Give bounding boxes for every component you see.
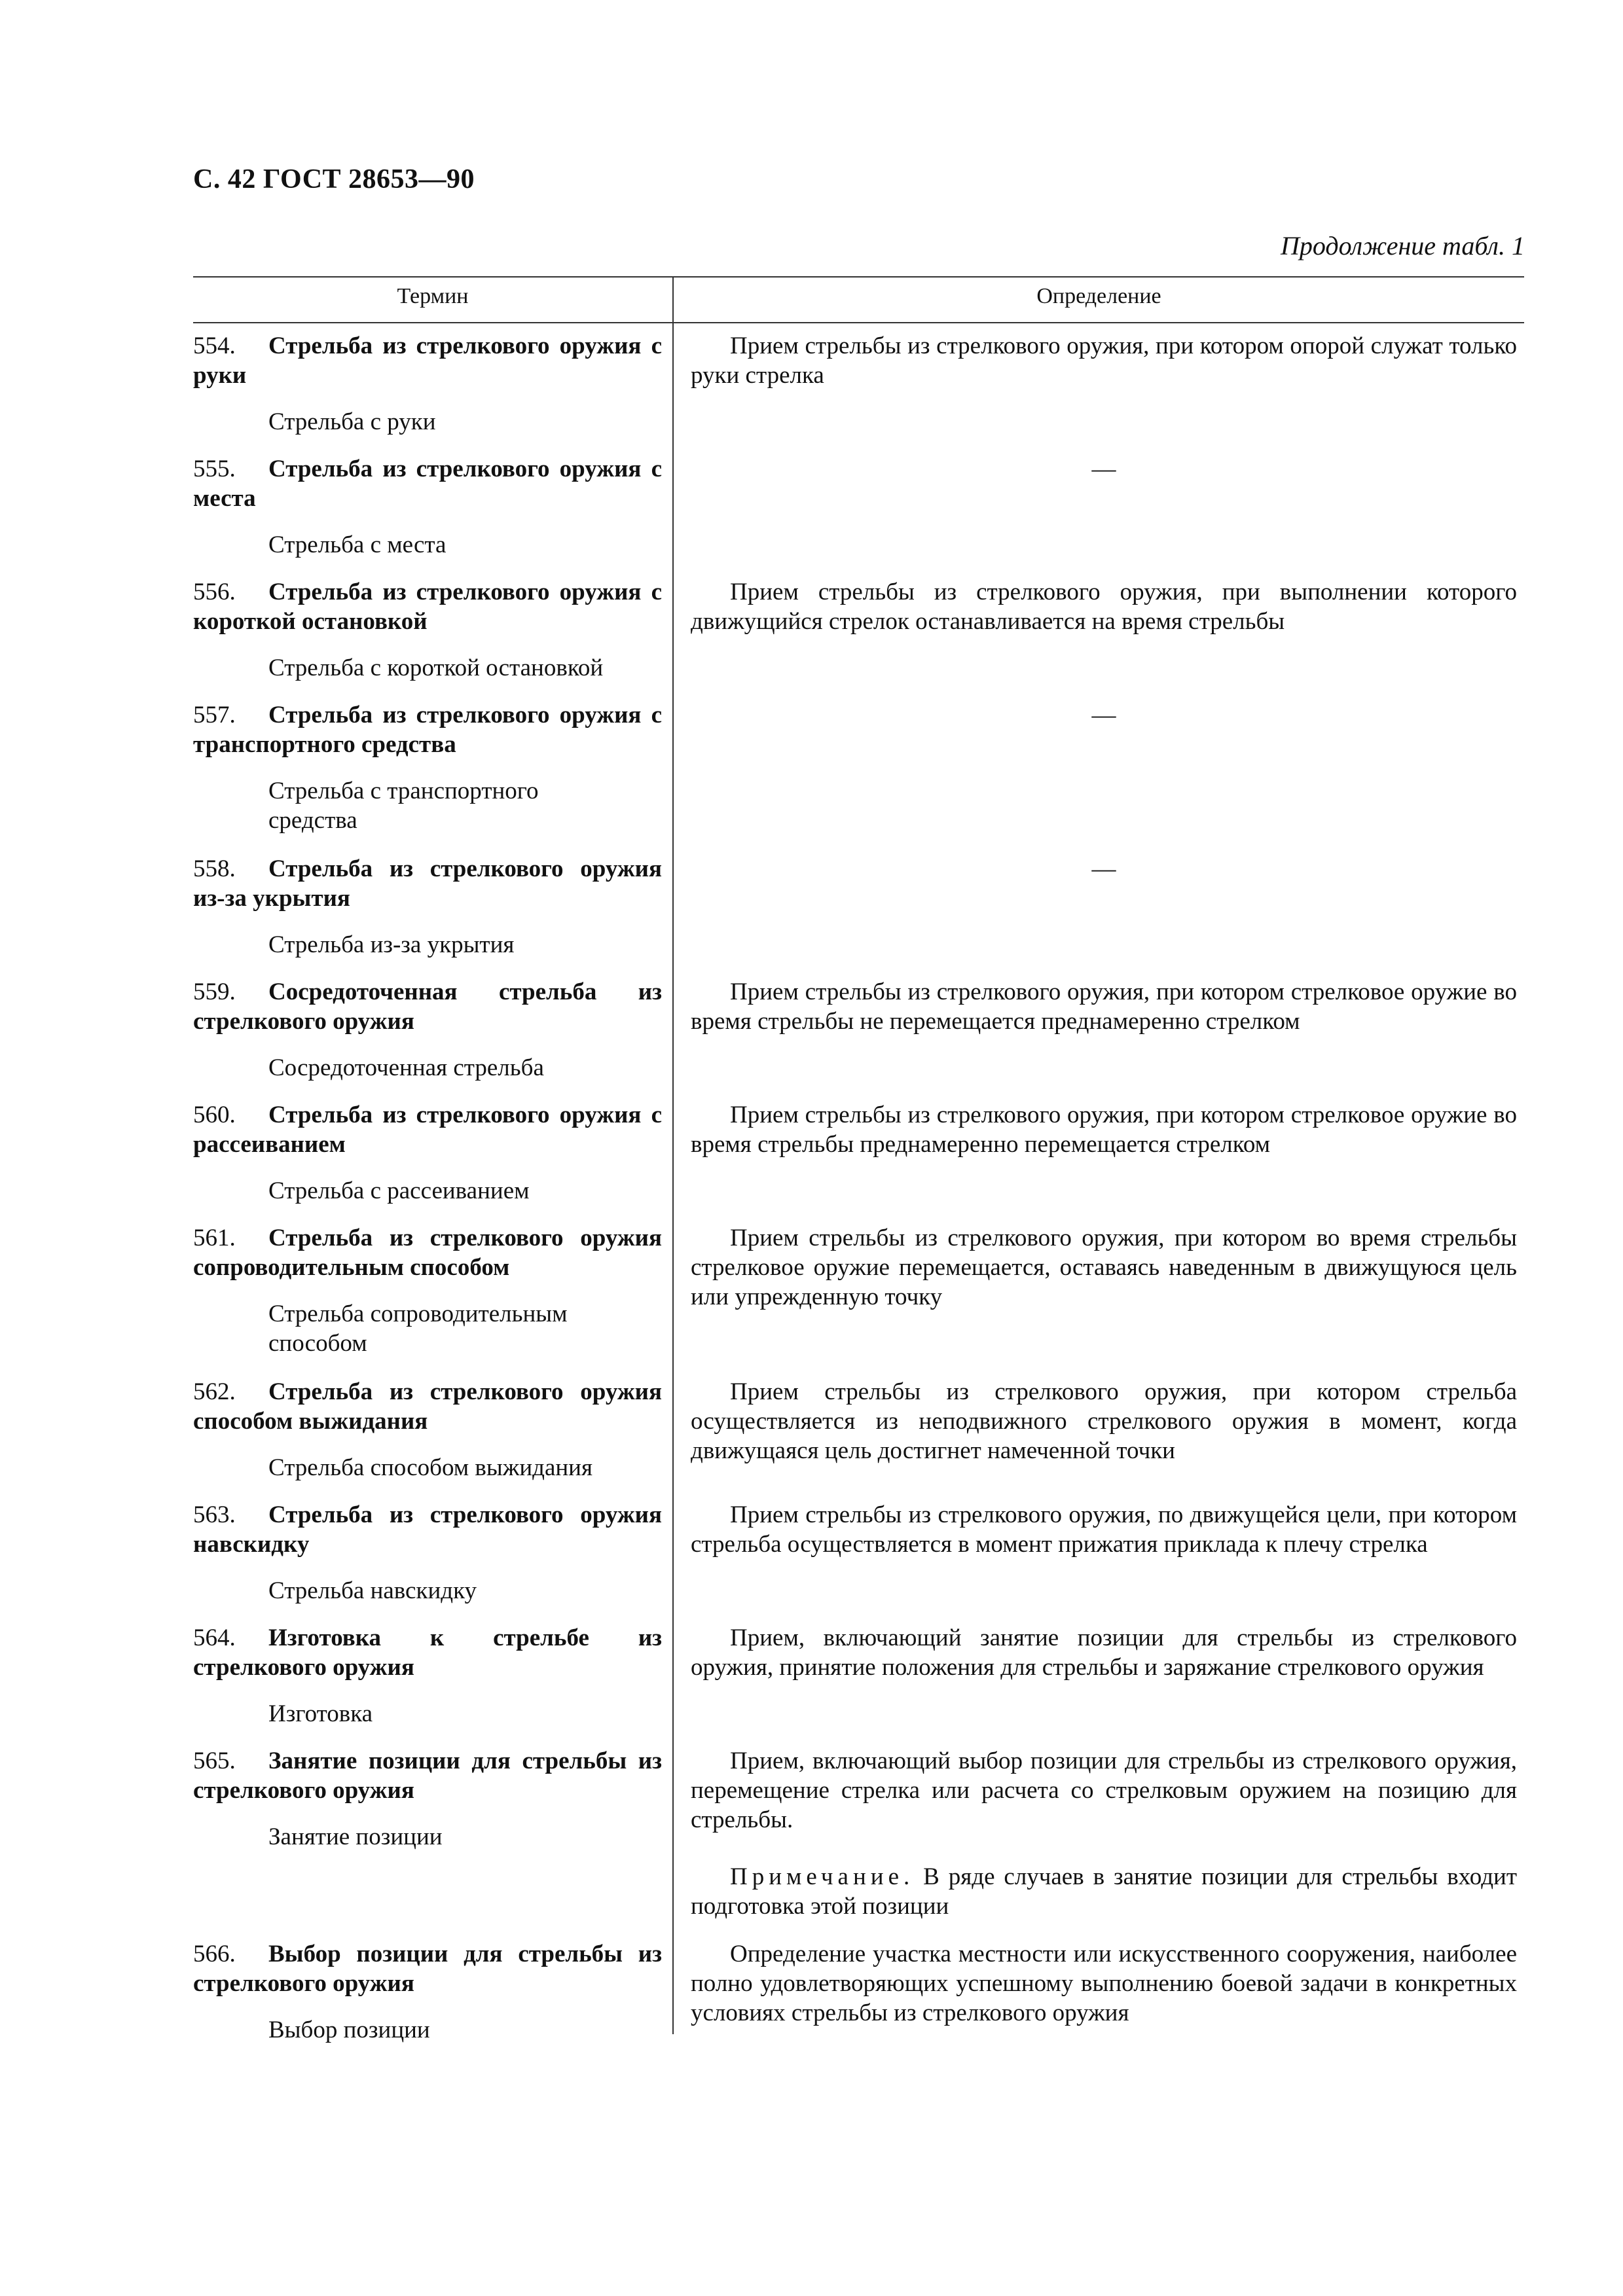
term-number: 561. <box>193 1225 236 1251</box>
definition-text: Прием стрельбы из стрелкового оружия, при котором стрельба осуществляется из неподвижного стрелкового оружия в момент, когда движущаяся цель достигнет намеченной точки <box>691 1378 1517 1464</box>
term-short-form: Стрельба с короткой остановкой <box>268 655 604 681</box>
terms-table <box>193 276 1524 2043</box>
term-number: 557. <box>193 702 236 728</box>
term-main <box>193 854 662 913</box>
table-rows <box>193 331 1524 2064</box>
table-row-563 <box>193 1500 1524 1623</box>
term-short-form: Стрельба навскидку <box>268 1577 477 1604</box>
column-header-term: Термин <box>397 284 469 308</box>
term-cell <box>193 577 662 683</box>
term-title: Сосредоточенная стрельба из стрелкового оружия <box>193 978 662 1035</box>
term-cell <box>193 454 662 560</box>
term-short-form: Выбор позиции <box>268 2017 430 2043</box>
term-title: Выбор позиции для стрельбы из стрелкового оружия <box>193 1941 662 1997</box>
term-title: Стрельба из стрелкового оружия с транспортного средства <box>193 702 662 758</box>
term-short-form: Сосредоточенная стрельба <box>268 1054 544 1081</box>
term-title: Стрельба из стрелкового оружия с места <box>193 456 662 512</box>
definition-text: — <box>1091 855 1116 882</box>
term-title: Стрельба из стрелкового оружия с рассеиванием <box>193 1102 662 1158</box>
definition-cell <box>691 854 1517 884</box>
term-number: 564. <box>193 1624 236 1651</box>
term-short-form: Стрельба с рассеиванием <box>268 1177 530 1204</box>
table-row-558 <box>193 854 1524 977</box>
term-cell <box>193 1223 662 1358</box>
definition-text: Прием, включающий выбор позиции для стрельбы из стрелкового оружия, перемещение стрелка или расчета со стрелковым оружием на позицию для стрельбы. <box>691 1748 1517 1833</box>
term-main <box>193 700 662 759</box>
term-short-form: Изготовка <box>268 1700 373 1727</box>
term-cell <box>193 1746 662 1852</box>
definition-note <box>691 1862 1517 1921</box>
term-short-form: Стрельба сопроводительным способом <box>268 1300 568 1357</box>
definition-text: Прием стрельбы из стрелкового оружия, при котором стрелковое оружие во время стрельбы не перемещается преднамеренно стрелком <box>691 978 1517 1035</box>
table-row-560 <box>193 1100 1524 1223</box>
term-cell <box>193 1939 662 2045</box>
term-cell <box>193 1377 662 1482</box>
definition-text: Определение участка местности или искусственного сооружения, наиболее полно удовлетворяющих успешному выполнению боевой задачи в конкретных условиях стрельбы из стрелкового оружия <box>691 1941 1517 2026</box>
term-cell <box>193 1500 662 1605</box>
definition-text: Прием стрельбы из стрелкового оружия, при выполнении которого движущийся стрелок останавливается на время стрельбы <box>691 579 1517 635</box>
term-number: 559. <box>193 978 236 1005</box>
table-row-566 <box>193 1939 1524 2064</box>
table-row-565 <box>193 1746 1524 1939</box>
term-main <box>193 1223 662 1282</box>
table-row-555 <box>193 454 1524 577</box>
table-row-564 <box>193 1623 1524 1746</box>
term-main <box>193 1746 662 1805</box>
definition-text: — <box>1091 456 1116 482</box>
note-label: Примечание. <box>730 1863 915 1890</box>
term-number: 560. <box>193 1102 236 1128</box>
definition-cell <box>691 1100 1517 1159</box>
definition-text: Прием, включающий занятие позиции для стрельбы из стрелкового оружия, принятие положения для стрельбы и заряжание стрелкового оружия <box>691 1624 1517 1681</box>
definition-cell <box>691 1746 1517 1921</box>
term-cell <box>193 854 662 960</box>
table-row-556 <box>193 577 1524 700</box>
term-main <box>193 1939 662 1998</box>
term-title: Стрельба из стрелкового оружия с короткой остановкой <box>193 579 662 635</box>
term-short-form: Стрельба с руки <box>268 408 436 435</box>
definition-cell <box>691 1939 1517 2028</box>
term-main <box>193 1500 662 1559</box>
table-row-557 <box>193 700 1524 854</box>
table-continuation-label: Продолжение табл. 1 <box>1280 231 1525 260</box>
table-row-554 <box>193 331 1524 454</box>
term-short-form: Стрельба из-за укрытия <box>268 931 515 958</box>
term-main <box>193 1377 662 1436</box>
note-text: В ряде случаев в занятие позиции для стрельбы входит подготовка этой позиции <box>691 1863 1518 1920</box>
definition-cell <box>691 454 1517 484</box>
term-short-form: Стрельба способом выжидания <box>268 1454 593 1481</box>
term-number: 554. <box>193 332 236 359</box>
term-title: Стрельба из стрелкового оружия сопроводительным способом <box>193 1225 662 1281</box>
term-number: 558. <box>193 855 236 882</box>
page-header: С. 42 ГОСТ 28653—90 <box>193 164 475 194</box>
column-header-definition: Определение <box>1036 284 1161 308</box>
term-title: Стрельба из стрелкового оружия способом выжидания <box>193 1378 662 1435</box>
term-cell <box>193 1100 662 1206</box>
table-top-rule <box>193 276 1524 278</box>
term-short-form: Стрельба с места <box>268 531 447 558</box>
term-short-form: Стрельба с транспортного средства <box>268 778 539 834</box>
term-cell <box>193 1623 662 1729</box>
term-main <box>193 977 662 1036</box>
table-header-rule <box>193 322 1524 323</box>
term-main <box>193 1100 662 1159</box>
definition-cell <box>691 331 1517 390</box>
term-main <box>193 331 662 390</box>
table-row-561 <box>193 1223 1524 1377</box>
term-number: 565. <box>193 1748 236 1774</box>
definition-text: — <box>1091 702 1116 728</box>
definition-cell <box>691 700 1517 730</box>
term-main <box>193 454 662 513</box>
term-title: Занятие позиции для стрельбы из стрелкового оружия <box>193 1748 662 1804</box>
definition-cell <box>691 1623 1517 1682</box>
term-main <box>193 1623 662 1682</box>
table-row-559 <box>193 977 1524 1100</box>
definition-cell <box>691 1500 1517 1559</box>
term-title: Изготовка к стрельбе из стрелкового оружия <box>193 1624 662 1681</box>
definition-text: Прием стрельбы из стрелкового оружия, при котором во время стрельбы стрелковое оружие перемещается, оставаясь наведенным в движущуюся цель или упрежденную точку <box>691 1225 1517 1310</box>
term-cell <box>193 331 662 437</box>
term-short-form: Занятие позиции <box>268 1823 443 1850</box>
term-cell <box>193 977 662 1083</box>
term-main <box>193 577 662 636</box>
definition-cell <box>691 577 1517 636</box>
term-number: 556. <box>193 579 236 605</box>
definition-cell <box>691 1223 1517 1312</box>
term-number: 555. <box>193 456 236 482</box>
definition-text: Прием стрельбы из стрелкового оружия, при котором стрелковое оружие во время стрельбы преднамеренно перемещается стрелком <box>691 1102 1517 1158</box>
definition-cell <box>691 1377 1517 1465</box>
term-number: 566. <box>193 1941 236 1967</box>
definition-cell <box>691 977 1517 1036</box>
term-cell <box>193 700 662 835</box>
term-title: Стрельба из стрелкового оружия навскидку <box>193 1501 662 1558</box>
term-number: 562. <box>193 1378 236 1405</box>
definition-text: Прием стрельбы из стрелкового оружия, по движущейся цели, при котором стрельба осуществляется в момент прижатия приклада к плечу стрелка <box>691 1501 1517 1558</box>
term-title: Стрельба из стрелкового оружия из-за укрытия <box>193 855 662 912</box>
term-number: 563. <box>193 1501 236 1528</box>
table-row-562 <box>193 1377 1524 1500</box>
definition-text: Прием стрельбы из стрелкового оружия, при котором опорой служат только руки стрелка <box>691 332 1517 389</box>
term-title: Стрельба из стрелкового оружия с руки <box>193 332 662 389</box>
